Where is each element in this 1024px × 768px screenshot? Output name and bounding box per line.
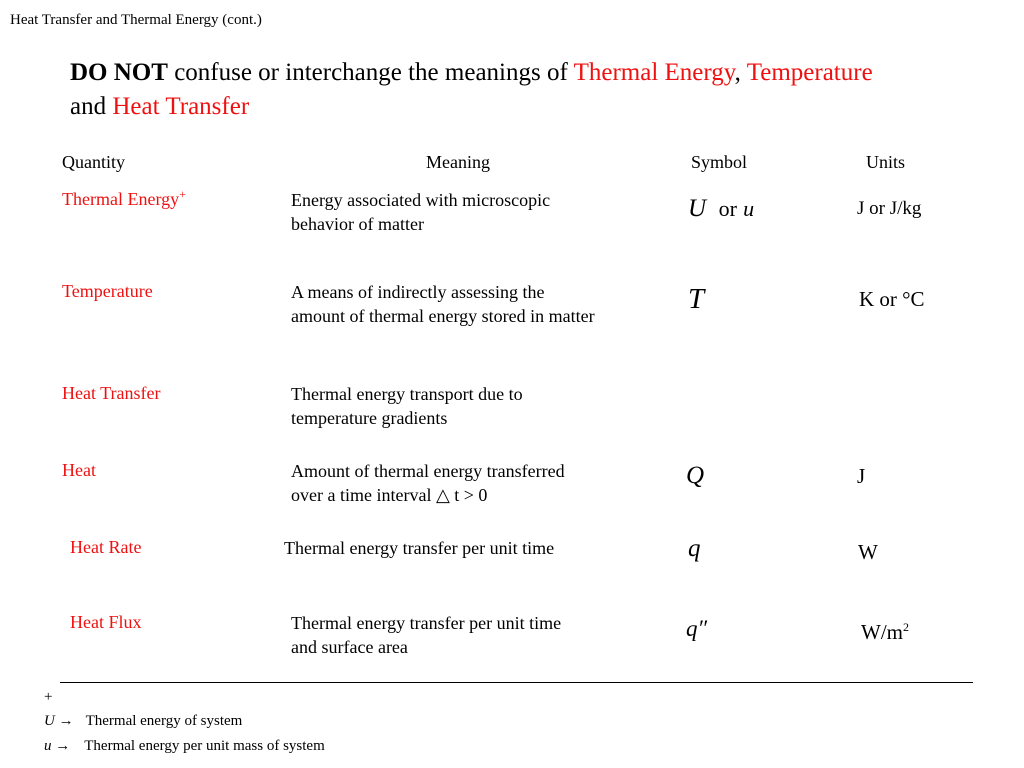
headline-line-2 (70, 90, 873, 124)
row-heat-meaning (291, 459, 565, 507)
headline-term-heat-transfer: Heat Transfer (112, 93, 250, 120)
row-heat-flux-units (861, 620, 909, 645)
row-temperature-units: K or °C (859, 287, 925, 311)
row-heat-quantity: Heat (62, 460, 96, 480)
meaning-line: Thermal energy transfer per unit time (284, 538, 555, 558)
row-thermal-energy-units: J or J/kg (857, 198, 922, 219)
header-units: Units (866, 152, 906, 172)
symbol-u: u (743, 196, 755, 221)
row-temperature-meaning (291, 280, 595, 328)
footnote-text: Thermal energy of system (85, 713, 243, 729)
headline-line-1 (70, 56, 873, 90)
header-quantity: Quantity (62, 152, 125, 172)
row-heat-symbol: Q (686, 462, 705, 489)
meaning-line: temperature gradients (291, 408, 448, 428)
headline-and: and (70, 93, 113, 120)
footnote-line-2 (44, 738, 325, 755)
row-heat-flux-symbol: q″ (686, 616, 708, 641)
row-heat-units: J (857, 464, 866, 488)
footnote-symbol: u → (44, 738, 71, 754)
header-meaning: Meaning (426, 152, 490, 172)
quantity-label: Thermal Energy (62, 189, 180, 209)
row-heat-rate-quantity: Heat Rate (70, 537, 142, 557)
footnote-line-1 (44, 713, 242, 730)
meaning-line: over a time interval △ t > 0 (291, 485, 488, 505)
headline-term-temperature: Temperature (746, 59, 873, 86)
meaning-line: Amount of thermal energy transferred (291, 461, 565, 481)
headline-bold: DO NOT (70, 59, 168, 86)
row-temperature-symbol: T (688, 283, 705, 315)
headline (70, 56, 873, 124)
row-heat-rate-meaning (284, 536, 554, 560)
headline-term-thermal-energy: Thermal Energy (573, 59, 735, 86)
meaning-line: A means of indirectly assessing the (291, 282, 545, 302)
row-heat-flux-quantity: Heat Flux (70, 612, 142, 632)
footnote-marker: + (44, 689, 53, 705)
row-heat-rate-symbol: q (688, 535, 701, 562)
footnote-divider (60, 682, 973, 683)
footnote-symbol: U → (44, 713, 74, 729)
meaning-line: amount of thermal energy stored in matter (291, 306, 595, 326)
headline-text: confuse or interchange the meanings of (167, 59, 574, 86)
units-exponent: 2 (903, 620, 909, 634)
row-heat-rate-units: W (858, 540, 878, 564)
row-thermal-energy-symbol (688, 195, 754, 223)
meaning-line: and surface area (291, 637, 408, 657)
row-heat-transfer-quantity: Heat Transfer (62, 383, 161, 403)
meaning-line: Thermal energy transport due to (291, 384, 523, 404)
symbol-or: or (718, 196, 737, 221)
footnote-text: Thermal energy per unit mass of system (84, 738, 325, 754)
headline-separator: , (734, 59, 747, 86)
meaning-line: Energy associated with microscopic (291, 190, 551, 210)
slide-title: Heat Transfer and Thermal Energy (cont.) (10, 12, 262, 28)
row-temperature-quantity: Temperature (62, 281, 153, 301)
meaning-line: behavior of matter (291, 214, 424, 234)
units-text: W/m (861, 620, 903, 644)
meaning-line: Thermal energy transfer per unit time (291, 613, 562, 633)
row-heat-flux-meaning (291, 611, 561, 659)
row-thermal-energy-quantity (62, 189, 186, 210)
header-symbol: Symbol (691, 152, 748, 172)
row-thermal-energy-meaning (291, 188, 550, 236)
symbol-U: U (688, 195, 707, 222)
row-heat-transfer-meaning (291, 382, 523, 430)
footnote-marker-sup: + (179, 187, 186, 201)
